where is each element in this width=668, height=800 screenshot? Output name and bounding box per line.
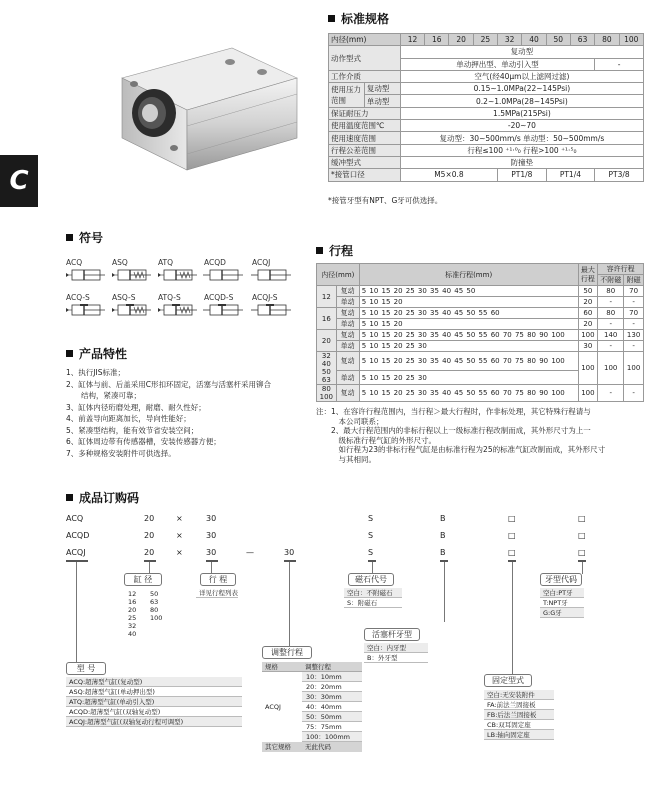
spec-bore-cell: 32 <box>498 34 522 46</box>
spec-action-single: 单动押出型、单动引入型 <box>400 58 594 70</box>
list-item: S：附磁石 <box>344 598 402 608</box>
bore-list-item: 32 <box>128 622 137 630</box>
spec-pressure-single-value: 0.2~1.0MPa(28~145Psi) <box>400 95 643 107</box>
stroke-bore-header: 内径(mm) <box>317 264 360 286</box>
cylinder-symbol-icon <box>110 268 152 282</box>
stroke-type-cell: 单动 <box>336 371 359 385</box>
spec-port-pt18: PT1/8 <box>498 169 547 181</box>
cylinder-symbol-icon <box>202 268 244 282</box>
stroke-allow-header: 容许行程 <box>598 264 644 275</box>
port-code-box: 牙型代码 <box>540 573 582 586</box>
order-port-placeholder: □ <box>578 548 586 557</box>
underline-marker <box>206 560 218 562</box>
stroke-bore-cell: 80 100 <box>317 385 337 402</box>
stroke-max-cell: 30 <box>578 341 598 352</box>
list-item: 空白：内牙型 <box>364 643 428 653</box>
table-row <box>317 308 644 319</box>
spec-cushion-value: 防撞垫 <box>400 156 643 168</box>
feature-item: 2、缸体与前、后盖采用C形扣环固定，活塞与活塞杆采用铆合 <box>66 379 272 389</box>
connector-line <box>76 562 77 662</box>
adjust-value-item: 20：20mm <box>302 682 362 692</box>
cylinder-symbol-icon <box>250 268 292 282</box>
stroke-type-cell: 复动 <box>336 352 359 371</box>
spec-port-label: *接管口径 <box>329 169 401 181</box>
model-box: 型 号 <box>66 662 106 675</box>
spec-section-title: 标准规格 <box>328 10 389 27</box>
adjust-model-cell: ACQJ <box>265 703 281 711</box>
list-item: ACQD:超薄型气缸(双轴复动型) <box>66 707 242 717</box>
stroke-nomag-header: 不附磁 <box>598 275 624 286</box>
list-item: ACQ:超薄型气缸(复动型) <box>66 677 242 687</box>
symbol-label: ATQ-S <box>158 293 181 302</box>
order-model-code: ACQD <box>66 531 90 540</box>
stroke-max-cell: 100 <box>578 385 598 402</box>
connector-line <box>512 562 513 674</box>
spec-tolerance-value: 行程≤100 ⁺¹·⁰₀ 行程>100 ⁺¹·⁵₀ <box>400 144 643 156</box>
order-magnet-example: S <box>368 514 374 523</box>
symbol-label: ATQ <box>158 258 174 267</box>
table-row <box>317 319 644 330</box>
list-item: ASQ:超薄型气缸(单动押出型) <box>66 687 242 697</box>
adjust-body <box>262 672 362 742</box>
table-row <box>317 330 644 341</box>
stroke-box: 行 程 <box>200 573 236 586</box>
stroke-mag-cell: - <box>624 297 644 308</box>
list-item: B：外牙型 <box>364 653 428 663</box>
bore-list-item: 20 <box>128 606 137 614</box>
stroke-table <box>316 263 644 402</box>
order-bore-example: 20 <box>144 514 155 523</box>
table-row <box>317 297 644 308</box>
stroke-note-line: 注：1、在容许行程范围内，当行程＞最大行程时，作非标处理，其它特殊行程请与 <box>316 407 591 416</box>
stroke-bore-cell: 20 <box>317 330 337 352</box>
symbol-label: ACQD <box>204 258 226 267</box>
cylinder-product-image <box>112 38 302 178</box>
spec-bore-cell: 80 <box>595 34 619 46</box>
port-code-list <box>540 588 584 618</box>
spec-pressure-label: 使用压力范围 <box>329 83 365 108</box>
spec-speed-value: 复动型：30~500mm/s 单动型：50~500mm/s <box>400 132 643 144</box>
features-section-title: 产品特性 <box>66 345 127 362</box>
order-stroke-example: 30 <box>206 531 217 540</box>
order-adjust-example: 30 <box>284 548 295 557</box>
list-item: G:G牙 <box>540 608 584 618</box>
spec-port-pt38: PT3/8 <box>595 169 644 181</box>
order-bore-example: 20 <box>144 548 155 557</box>
order-stroke-example: 30 <box>206 548 217 557</box>
stroke-section-title: 行程 <box>316 242 353 259</box>
table-row <box>317 385 644 402</box>
connector-line <box>582 562 583 574</box>
mount-list <box>484 690 554 740</box>
order-port-placeholder: □ <box>578 531 586 540</box>
adjust-footer-row <box>262 742 362 752</box>
stroke-note-line: 2、最大行程范围内的非标行程以上一级标准行程改制而成，其外形尺寸为上一 <box>316 426 591 436</box>
stroke-list <box>196 588 238 598</box>
order-magnet-example: S <box>368 531 374 540</box>
cylinder-symbol-icon <box>250 303 292 317</box>
spec-proof-label: 保证耐压力 <box>329 107 401 119</box>
stroke-mag-cell: 70 <box>624 308 644 319</box>
stroke-nomag-cell: 100 <box>598 352 624 385</box>
spec-bore-cell: 25 <box>473 34 497 46</box>
order-dash: — <box>246 548 254 557</box>
stroke-values-cell: 5 10 15 20 25 30 <box>359 371 578 385</box>
spec-pressure-single-label: 单动型 <box>364 95 400 107</box>
stroke-max-header: 最大行程 <box>578 264 598 286</box>
list-item: LB:轴向固定座 <box>484 730 554 740</box>
order-x-sign: × <box>176 548 183 557</box>
adjust-value-item: 100：100mm <box>302 732 362 742</box>
adjust-value-item: 50：50mm <box>302 712 362 722</box>
spec-tolerance-label: 行程公差范围 <box>329 144 401 156</box>
symbol-label: ACQ <box>66 258 83 267</box>
order-thread-example: B <box>440 514 446 523</box>
cylinder-symbol-icon <box>202 303 244 317</box>
stroke-max-cell: 100 <box>578 352 598 385</box>
thread-list <box>364 643 428 663</box>
list-item: FB:后法兰固接板 <box>484 710 554 720</box>
feature-item: 结构，紧凑可靠； <box>66 391 141 400</box>
spec-bore-header: 内径(mm) <box>329 34 401 46</box>
stroke-note-line: 本公司联系； <box>316 416 384 426</box>
order-thread-example: B <box>440 531 446 540</box>
stroke-mag-cell: - <box>624 385 644 402</box>
stroke-mag-header: 附磁 <box>624 275 644 286</box>
bore-list-item: 25 <box>128 614 137 622</box>
bore-list-item: 50 <box>150 590 159 598</box>
stroke-values-cell: 5 10 15 20 25 30 35 40 45 50 55 60 70 75 80 90 100 <box>359 385 578 402</box>
order-bore-example: 20 <box>144 531 155 540</box>
spec-cushion-label: 缓冲型式 <box>329 156 401 168</box>
symbol-label: ACQD-S <box>204 293 234 302</box>
tab-letter: C <box>9 166 29 196</box>
bore-list-item: 63 <box>150 598 159 606</box>
order-model-code: ACQJ <box>66 548 86 557</box>
stroke-nomag-cell: - <box>598 297 624 308</box>
order-magnet-example: S <box>368 548 374 557</box>
section-tab-c <box>0 155 38 207</box>
spec-speed-label: 使用速度范围 <box>329 132 401 144</box>
spec-bore-cell: 40 <box>522 34 546 46</box>
feature-item: 3、缸体内径珩磨处理，耐磨、耐久性好； <box>66 402 206 412</box>
feature-item: 6、缸体周边带有传感器槽，安装传感器方便； <box>66 437 221 446</box>
bore-box: 缸 径 <box>124 573 162 586</box>
symbol-label: ASQ-S <box>112 293 136 302</box>
stroke-bore-cell: 12 <box>317 286 337 308</box>
underline-marker <box>284 560 296 562</box>
cylinder-symbol-icon <box>156 303 198 317</box>
stroke-type-cell: 单动 <box>336 341 359 352</box>
stroke-note-line: 级标准行程气缸的外形尺寸。 <box>316 435 436 445</box>
stroke-mag-cell: 130 <box>624 330 644 341</box>
connector-line <box>289 562 290 646</box>
spec-note: *接管牙型有NPT、G牙可供选择。 <box>328 196 443 205</box>
model-list <box>66 677 242 727</box>
stroke-mag-cell: - <box>624 341 644 352</box>
adjust-other-label: 其它规格 <box>265 743 291 751</box>
bore-list-item: 12 <box>128 590 137 598</box>
spec-table <box>328 33 644 182</box>
order-model-code: ACQ <box>66 514 84 523</box>
underline-marker <box>66 560 88 562</box>
list-item: CB:双耳固定座 <box>484 720 554 730</box>
stroke-values-cell: 5 10 15 20 25 30 35 40 45 50 55 60 70 75 80 90 100 <box>359 330 578 341</box>
stroke-note-line: 与其相同。 <box>316 455 376 464</box>
order-x-sign: × <box>176 531 183 540</box>
stroke-type-cell: 复动 <box>336 286 359 297</box>
adjust-values <box>302 672 362 742</box>
spec-bore-cell: 16 <box>425 34 449 46</box>
bore-list-item: 100 <box>150 614 163 622</box>
stroke-max-cell: 100 <box>578 330 598 341</box>
cylinder-symbol-icon <box>156 268 198 282</box>
cylinder-symbol-icon <box>64 303 106 317</box>
list-item: 空白:无安装附件 <box>484 690 554 700</box>
stroke-nomag-cell: 80 <box>598 286 624 297</box>
adjust-value-item: 10：10mm <box>302 672 362 682</box>
table-row <box>317 286 644 297</box>
stroke-values-cell: 5 10 15 20 <box>359 319 578 330</box>
list-item: 空白：不附磁石 <box>344 588 402 598</box>
spec-bore-cell: 20 <box>449 34 473 46</box>
adjust-value-item: 30：30mm <box>302 692 362 702</box>
stroke-mag-cell: 70 <box>624 286 644 297</box>
order-port-placeholder: □ <box>578 514 586 523</box>
stroke-bore-cell: 16 <box>317 308 337 330</box>
table-row <box>317 352 644 371</box>
order-stroke-example: 30 <box>206 514 217 523</box>
list-item: ATQ:超薄型气缸(单动引入型) <box>66 697 242 707</box>
adjust-header-spec: 规格 <box>265 663 278 671</box>
stroke-mag-cell: - <box>624 319 644 330</box>
stroke-max-cell: 60 <box>578 308 598 319</box>
feature-item: 7、多种规格安装附件可供选择。 <box>66 448 176 458</box>
symbol-section-title: 符号 <box>66 229 103 246</box>
stroke-values-cell: 5 10 15 20 25 30 35 40 45 50 <box>359 286 578 297</box>
spec-pressure-double-label: 复动型 <box>364 83 400 95</box>
spec-bore-cell: 12 <box>400 34 424 46</box>
stroke-nomag-cell: - <box>598 385 624 402</box>
spec-proof-value: 1.5MPa(215Psi) <box>400 107 643 119</box>
stroke-nomag-cell: 80 <box>598 308 624 319</box>
stroke-bore-cell: 32 40 50 63 <box>317 352 337 385</box>
stroke-type-cell: 复动 <box>336 330 359 341</box>
spec-medium-label: 工作介质 <box>329 70 401 82</box>
symbol-label: ACQJ <box>252 258 271 267</box>
connector-line <box>444 562 445 622</box>
stroke-mag-cell: 100 <box>624 352 644 385</box>
spec-bore-cell: 100 <box>619 34 643 46</box>
thread-box: 活塞杆牙型 <box>364 628 420 641</box>
stroke-values-cell: 5 10 15 20 25 30 35 40 45 50 55 60 <box>359 308 578 319</box>
spec-temp-label: 使用温度范围℃ <box>329 120 401 132</box>
adjust-value-item: 40：40mm <box>302 702 362 712</box>
adjust-other-value: 无此代码 <box>305 743 331 751</box>
spec-temp-value: -20~70 <box>400 120 643 132</box>
stroke-type-cell: 复动 <box>336 385 359 402</box>
adjust-stroke-table <box>262 662 362 752</box>
stroke-nomag-cell: - <box>598 341 624 352</box>
symbol-label: ACQJ-S <box>252 293 278 302</box>
spec-port-m5: M5×0.8 <box>400 169 497 181</box>
stroke-type-cell: 单动 <box>336 319 359 330</box>
list-item: ACQJ:超薄型气缸(双轴复动行程可调型) <box>66 717 242 727</box>
spec-bore-cell: 63 <box>570 34 594 46</box>
stroke-max-cell: 50 <box>578 286 598 297</box>
list-item: FA:前法兰固接板 <box>484 700 554 710</box>
feature-item: 5、紧凑型结构，能有效节省安装空间； <box>66 425 199 435</box>
stroke-list-item: 详见行程列表 <box>196 588 238 598</box>
stroke-nomag-cell: 140 <box>598 330 624 341</box>
order-x-sign: × <box>176 514 183 523</box>
cylinder-symbol-icon <box>64 268 106 282</box>
order-mount-placeholder: □ <box>508 531 516 540</box>
order-section-title: 成品订购码 <box>66 489 139 506</box>
underline-marker <box>144 560 156 562</box>
symbol-label: ASQ <box>112 258 128 267</box>
spec-medium-value: 空气(经40μm以上滤网过滤) <box>400 70 643 82</box>
stroke-values-cell: 5 10 15 20 25 30 35 40 45 50 55 60 70 75 80 90 100 <box>359 352 578 371</box>
adjust-stroke-box: 调整行程 <box>262 646 312 659</box>
list-item: T:NPT牙 <box>540 598 584 608</box>
spec-bore-cell: 50 <box>546 34 570 46</box>
spec-action-label: 动作型式 <box>329 46 401 71</box>
cylinder-symbol-icon <box>110 303 152 317</box>
feature-item: 1、执行JIS标准； <box>66 368 125 377</box>
order-mount-placeholder: □ <box>508 514 516 523</box>
spec-action-double: 复动型 <box>400 46 643 58</box>
stroke-std-header: 标准行程(mm) <box>359 264 578 286</box>
order-thread-example: B <box>440 548 446 557</box>
stroke-nomag-cell: - <box>598 319 624 330</box>
magnet-list <box>344 588 402 608</box>
order-mount-placeholder: □ <box>508 548 516 557</box>
spec-pressure-double-value: 0.15~1.0MPa(22~145Psi) <box>400 83 643 95</box>
stroke-values-cell: 5 10 15 20 <box>359 297 578 308</box>
stroke-type-cell: 单动 <box>336 297 359 308</box>
stroke-max-cell: 20 <box>578 319 598 330</box>
feature-item: 4、前盖导向距离加长，导向性能好； <box>66 414 191 423</box>
table-row <box>317 341 644 352</box>
bore-list-item: 40 <box>128 630 137 638</box>
symbol-label: ACQ-S <box>66 293 90 302</box>
spec-port-pt14: PT1/4 <box>546 169 595 181</box>
stroke-values-cell: 5 10 15 20 25 30 <box>359 341 578 352</box>
stroke-note-line: 如行程为23的非标行程气缸是由标准行程为25的标准气缸改制而成，其外形尺寸 <box>316 445 606 455</box>
magnet-box: 磁石代号 <box>348 573 394 586</box>
stroke-type-cell: 复动 <box>336 308 359 319</box>
spec-action-single-na: - <box>595 58 644 70</box>
adjust-header-stroke: 调整行程 <box>305 663 331 671</box>
stroke-max-cell: 20 <box>578 297 598 308</box>
adjust-value-item: 75：75mm <box>302 722 362 732</box>
list-item: 空白:PT牙 <box>540 588 584 598</box>
mount-box: 固定型式 <box>484 674 532 687</box>
adjust-header-row <box>262 662 362 672</box>
bore-list-item: 80 <box>150 606 159 614</box>
bore-list-item: 16 <box>128 598 137 606</box>
